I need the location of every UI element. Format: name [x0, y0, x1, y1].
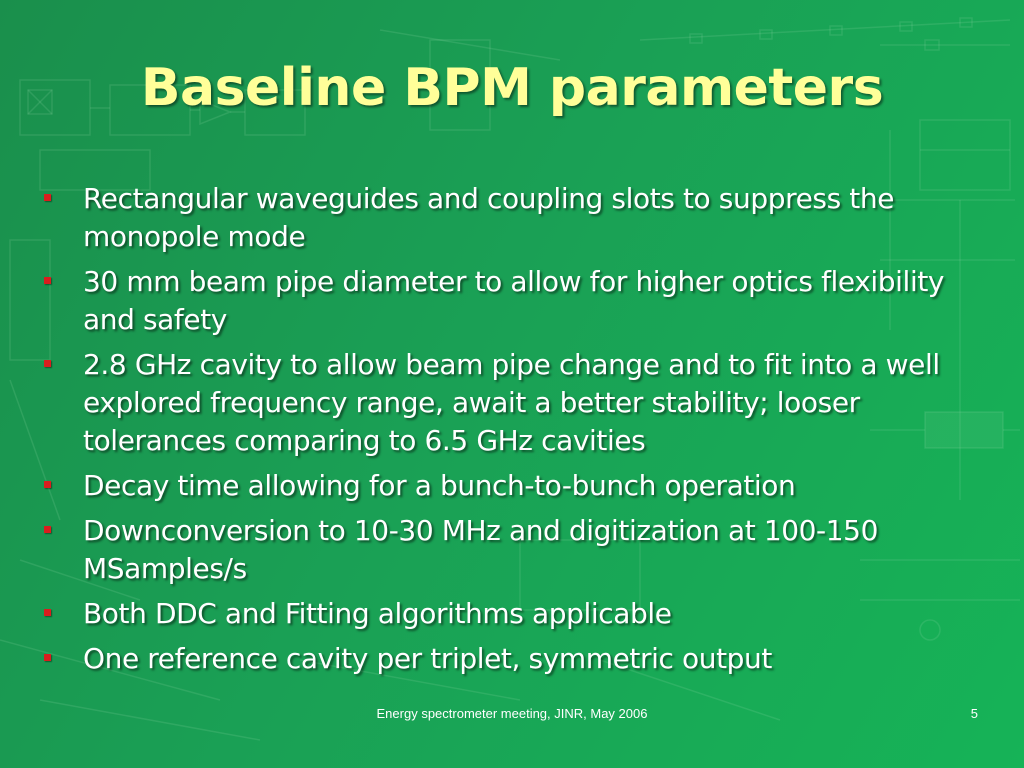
square-bullet-icon [44, 526, 51, 533]
bullet-text: 30 mm beam pipe diameter to allow for higher optics flexibility and safety [83, 265, 945, 336]
slide-title: Baseline BPM parameters [140, 58, 884, 118]
list-item [44, 512, 989, 588]
square-bullet-icon [44, 481, 51, 488]
bullet-text: One reference cavity per triplet, symmetric output [83, 642, 772, 675]
bullet-list [44, 180, 989, 685]
list-item [44, 467, 989, 505]
bullet-text: 2.8 GHz cavity to allow beam pipe change and to fit into a well explored frequency range, await a better stability; looser tolerances comparing to 6.5 GHz cavities [83, 348, 940, 457]
square-bullet-icon [44, 654, 51, 661]
list-item [44, 263, 989, 339]
list-item [44, 180, 989, 256]
page-number: 5 [970, 706, 978, 721]
bullet-text: Decay time allowing for a bunch-to-bunch operation [83, 469, 796, 502]
list-item [44, 346, 989, 460]
list-item [44, 640, 989, 678]
slide-footer: Energy spectrometer meeting, JINR, May 2006 [376, 706, 648, 721]
square-bullet-icon [44, 609, 51, 616]
square-bullet-icon [44, 194, 51, 201]
bullet-text: Both DDC and Fitting algorithms applicable [83, 597, 672, 630]
square-bullet-icon [44, 277, 51, 284]
list-item [44, 595, 989, 633]
bullet-text: Downconversion to 10-30 MHz and digitization at 100-150 MSamples/s [83, 514, 879, 585]
bullet-text: Rectangular waveguides and coupling slots to suppress the monopole mode [83, 182, 895, 253]
square-bullet-icon [44, 360, 51, 367]
